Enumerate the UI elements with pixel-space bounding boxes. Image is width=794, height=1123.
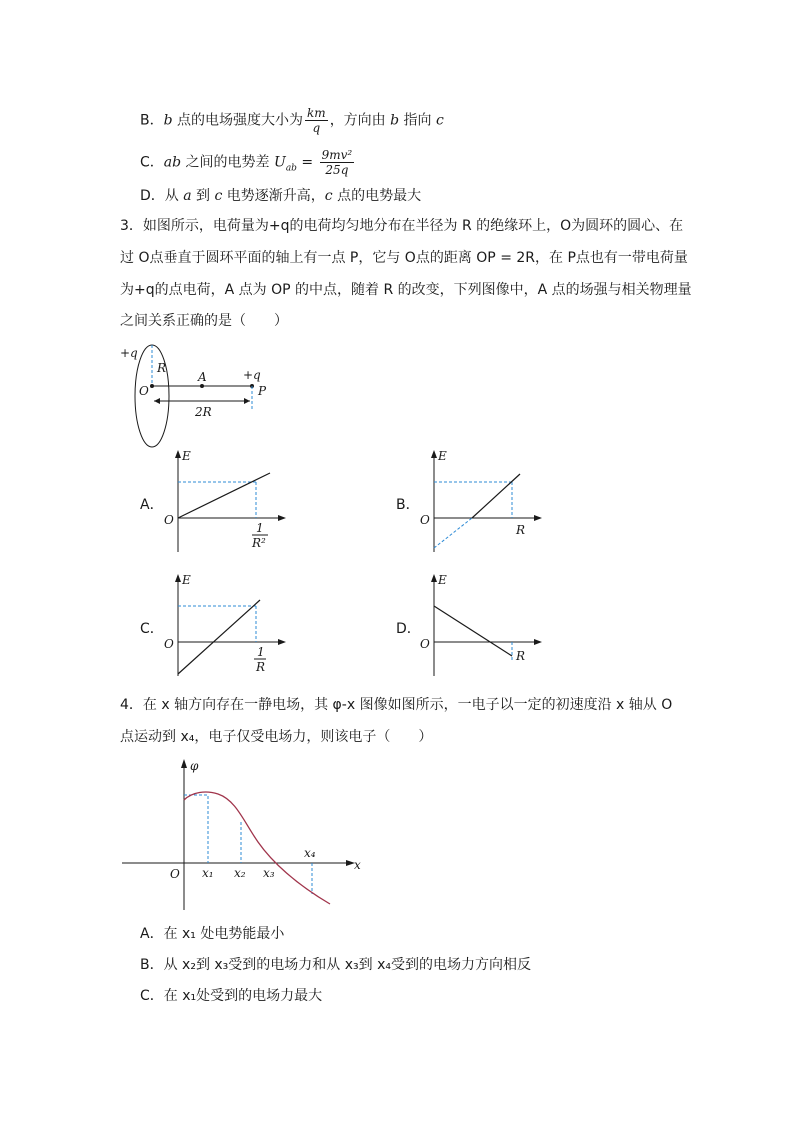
label-r: R: [157, 361, 167, 375]
q4-stem-line-2: 点运动到 x₄，电子仅受电场力，则该电子（ ）: [120, 729, 433, 745]
label-o: O: [139, 384, 149, 398]
graph-a: [160, 448, 290, 558]
fraction: $\frac{km}{q}$: [307, 106, 326, 135]
dim-arrow-right: [244, 398, 250, 404]
fraction: $\frac{\text{9mv²}}{25q}$: [321, 148, 353, 177]
label-e: E: [182, 573, 191, 587]
label-q-right: +q: [243, 368, 261, 382]
label-o: O: [164, 513, 174, 527]
y-arrow: [175, 574, 181, 582]
label-o: O: [164, 637, 174, 651]
q4-option-a[interactable]: A．在 x₁ 处电势能最小: [140, 926, 285, 942]
y-arrow: [175, 450, 181, 458]
label-q-left: +q: [120, 346, 138, 360]
label-x: R: [516, 649, 526, 663]
point-o: [150, 384, 154, 388]
q4-option-c[interactable]: C．在 x₁处受到的电场力最大: [140, 988, 323, 1004]
q3-stem-line-3: 为+q的点电荷，A 点为 OP 的中点，随着 R 的改变，下列图像中，A 点的场强与相关物理量: [120, 282, 692, 298]
label-e: E: [438, 449, 447, 463]
label-x-den: R: [256, 660, 266, 674]
label-p: P: [258, 384, 267, 398]
label-a: A: [198, 370, 207, 384]
label-x-num: 1: [257, 645, 265, 659]
point-a: [200, 384, 204, 388]
x-arrow: [534, 515, 542, 521]
x-arrow: [278, 639, 286, 645]
label-x2: x₂: [234, 866, 246, 880]
data-line: [178, 600, 260, 674]
graph-b: [416, 448, 546, 558]
q2-option-b: B．b 点的电场强度大小为 $\frac{km}{q}$ ，方向由 b 指向 c: [140, 106, 444, 135]
y-arrow: [431, 450, 437, 458]
x-arrow: [278, 515, 286, 521]
label-x4: x₄: [304, 846, 316, 860]
q3-option-a-label[interactable]: A．: [140, 497, 164, 513]
y-arrow: [431, 574, 437, 582]
ring-charge-figure: [110, 340, 290, 440]
label-e: E: [438, 573, 447, 587]
data-line-dashed: [434, 518, 472, 548]
q2-option-c: C．ab 之间的电势差 $U_{ab}$ = $\frac{\text{9mv²}}{25q}$: [140, 148, 353, 177]
q4-stem-line-1: 4．在 x 轴方向存在一静电场，其 φ-x 图像如图所示，一电子以一定的初速度沿 x 轴从 O: [120, 697, 673, 713]
q3-stem-line-2: 过 O点垂直于圆环平面的轴上有一点 P，它与 O点的距离 OP = 2R，在 P点也有一带电荷量: [120, 250, 688, 266]
graph-d: [416, 572, 546, 682]
label-x-num: 1: [256, 521, 264, 535]
label-2r: 2R: [195, 405, 212, 419]
q3-option-c-label[interactable]: C．: [140, 621, 164, 637]
q2-option-d: D．从 a 到 c 电势逐渐升高，c 点的电势最大: [140, 188, 422, 204]
graph-c: [160, 572, 290, 682]
data-line: [178, 473, 270, 518]
phi-x-graph: [118, 756, 368, 916]
y-arrow: [181, 759, 187, 768]
label-o: O: [420, 637, 430, 651]
label-o: O: [170, 867, 180, 881]
data-line: [434, 606, 512, 656]
q3-option-d-label[interactable]: D．: [396, 621, 421, 637]
label-x: x: [354, 858, 361, 872]
label-o: O: [420, 513, 430, 527]
x-arrow: [534, 639, 542, 645]
label-e: E: [182, 449, 191, 463]
q4-option-b[interactable]: B．从 x₂到 x₃受到的电场力和从 x₃到 x₄受到的电场力方向相反: [140, 957, 531, 973]
label-x: R: [516, 523, 526, 537]
q3-option-b-label[interactable]: B．: [396, 497, 420, 513]
data-line: [472, 474, 520, 518]
q3-stem-line-1: 3．如图所示，电荷量为+q的电荷均匀地分布在半径为 R 的绝缘环上，O为圆环的圆心、在: [120, 218, 684, 234]
label-phi: φ: [190, 759, 199, 773]
label-x1: x₁: [202, 866, 214, 880]
dim-arrow-left: [154, 398, 160, 404]
label-x-den: R²: [252, 536, 266, 550]
label-x3: x₃: [263, 866, 275, 880]
q3-stem-line-4: 之间关系正确的是（ ）: [120, 313, 288, 329]
